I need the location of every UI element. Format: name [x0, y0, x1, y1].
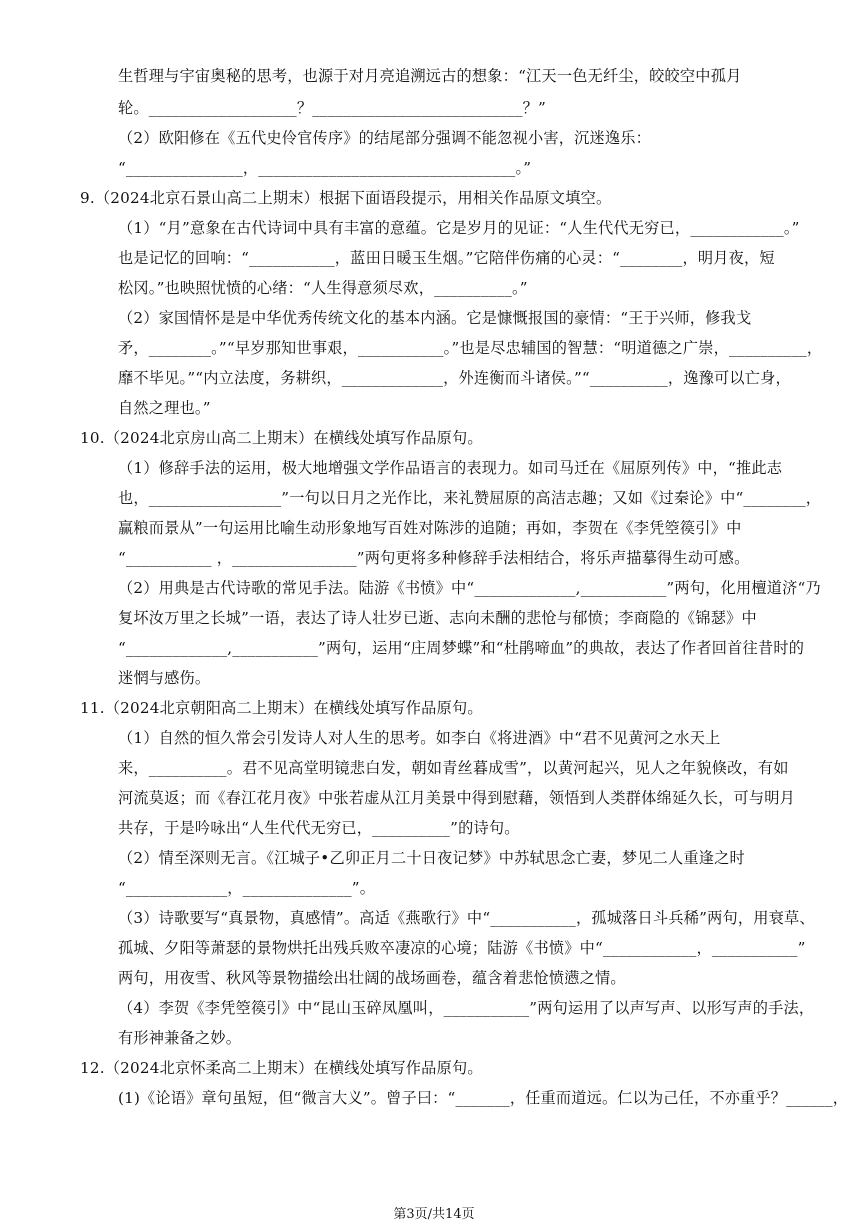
page-footer: 第3页/共14页 [393, 1207, 475, 1222]
text-line: “_______________，_________________________________。” [118, 159, 532, 177]
text-line: 共存，于是吟咏出“人生代代无穷已，__________”的诗句。 [118, 819, 520, 837]
text-line: 河流莫返；而《春江花月夜》中张若虚从江月美景中得到慰藉，领悟到人类群体绵延久长，可与明月 [118, 789, 796, 807]
text-line: （2）欧阳修在《五代史伶官传序》的结尾部分强调不能忽视小害，沉迷逸乐： [118, 129, 652, 147]
text-line: 生哲理与宇宙奥秘的思考，也源于对月亮追溯远古的想象：“江天一色无纤尘，皎皎空中孤月 [118, 67, 742, 85]
question-heading: 11.（2024北京朝阳高二上期末）在横线处填写作品原句。 [80, 699, 483, 717]
text-line: （3）诗歌要写“真景物，真感情”。高适《燕歌行》中“___________，孤城落日斗兵稀”两句，用衰草、 [118, 909, 815, 927]
text-line: （2）家国情怀是是中华优秀传统文化的基本内涵。它是慷慨报国的豪情：“王于兴师，修我戈 [118, 309, 752, 327]
text-line: “_____________，______________”。 [118, 879, 376, 897]
text-line: （2）用典是古代诗歌的常见手法。陆游《书愤》中“_____________,___________”两句，化用檀道济“乃 [118, 579, 821, 597]
text-line: 轮。___________________？___________________________？” [118, 99, 547, 117]
text-line: 松冈。”也映照忧愤的心绪：“人生得意须尽欢，__________。” [118, 279, 528, 297]
question-heading: 12.（2024北京怀柔高二上期末）在横线处填写作品原句。 [80, 1059, 483, 1077]
text-line: “_____________,___________”两句，运用“庄周梦蝶”和“杜鹃啼血”的典故，表达了作者回首往昔时的 [118, 639, 805, 657]
text-line: “___________ ，________________”两句更将多种修辞手法相结合，将乐声描摹得生动可感。 [118, 549, 750, 567]
text-line: （2）情至深则无言。《江城子•乙卯正月二十日夜记梦》中苏轼思念亡妻，梦见二人重逢之时 [118, 849, 745, 867]
text-line: 也，_________________”一句以日月之光作比，来礼赞屈原的高洁志趣；又如《过秦论》中“________， [118, 489, 822, 507]
text-line: （4）李贺《李凭箜篌引》中“昆山玉碎凤凰叫，___________”两句运用了以声写声、以形写声的手法， [118, 999, 815, 1017]
text-line: （1）修辞手法的运用，极大地增强文学作品语言的表现力。如司马迁在《屈原列传》中，“推此志 [118, 459, 783, 477]
question-heading: 10.（2024北京房山高二上期末）在横线处填写作品原句。 [80, 429, 483, 447]
text-line: 自然之理也。” [118, 399, 211, 417]
text-line: 有形神兼备之妙。 [118, 1029, 242, 1047]
text-line: 迷惘与感伤。 [118, 669, 211, 687]
text-line: （1）“月”意象在古代诗词中具有丰富的意蕴。它是岁月的见证：“人生代代无穷已，____________。” [118, 219, 800, 237]
text-line: 也是记忆的回响：“___________，蓝田日暖玉生烟。”它陪伴伤痛的心灵：“________，明月夜，短 [118, 249, 775, 267]
text-line: 来，__________。君不见高堂明镜悲白发，朝如青丝暮成雪”，以黄河起兴，见人之年貌倏改，有如 [118, 759, 789, 777]
text-line: 赢粮而景从”一句运用比喻生动形象地写百姓对陈涉的追随；再如，李贺在《李凭箜篌引》中 [118, 519, 742, 537]
text-line: （1）自然的恒久常会引发诗人对人生的思考。如李白《将进酒》中“君不见黄河之水天上 [118, 729, 721, 747]
text-line: (1)《论语》章句虽短，但“微言大义”。曾子曰：“_______，任重而道远。仁以为己任，不亦重乎？______， [118, 1089, 849, 1107]
text-line: 两句，用夜雪、秋风等景物描绘出壮阔的战场画卷，蕴含着悲怆愤懑之情。 [118, 969, 626, 987]
question-heading: 9.（2024北京石景山高二上期末）根据下面语段提示，用相关作品原文填空。 [80, 189, 612, 207]
text-line: 复坏汝万里之长城”一语，表达了诗人壮岁已逝、志向未酬的悲怆与郁愤；李商隐的《锦瑟》中 [118, 609, 757, 627]
text-line: 矛，________。”“早岁那知世事艰，___________。”也是尽忠辅国的智慧：“明道德之广崇，__________， [118, 339, 823, 357]
text-line: 孤城、夕阳等萧瑟的景物烘托出残兵败卒凄凉的心境；陆游《书愤》中“____________，___________” [118, 939, 806, 957]
text-line: 靡不毕见。”“内立法度，务耕织，_____________，外连衡而斗诸侯。”“__________，逸豫可以亡身， [118, 369, 791, 387]
